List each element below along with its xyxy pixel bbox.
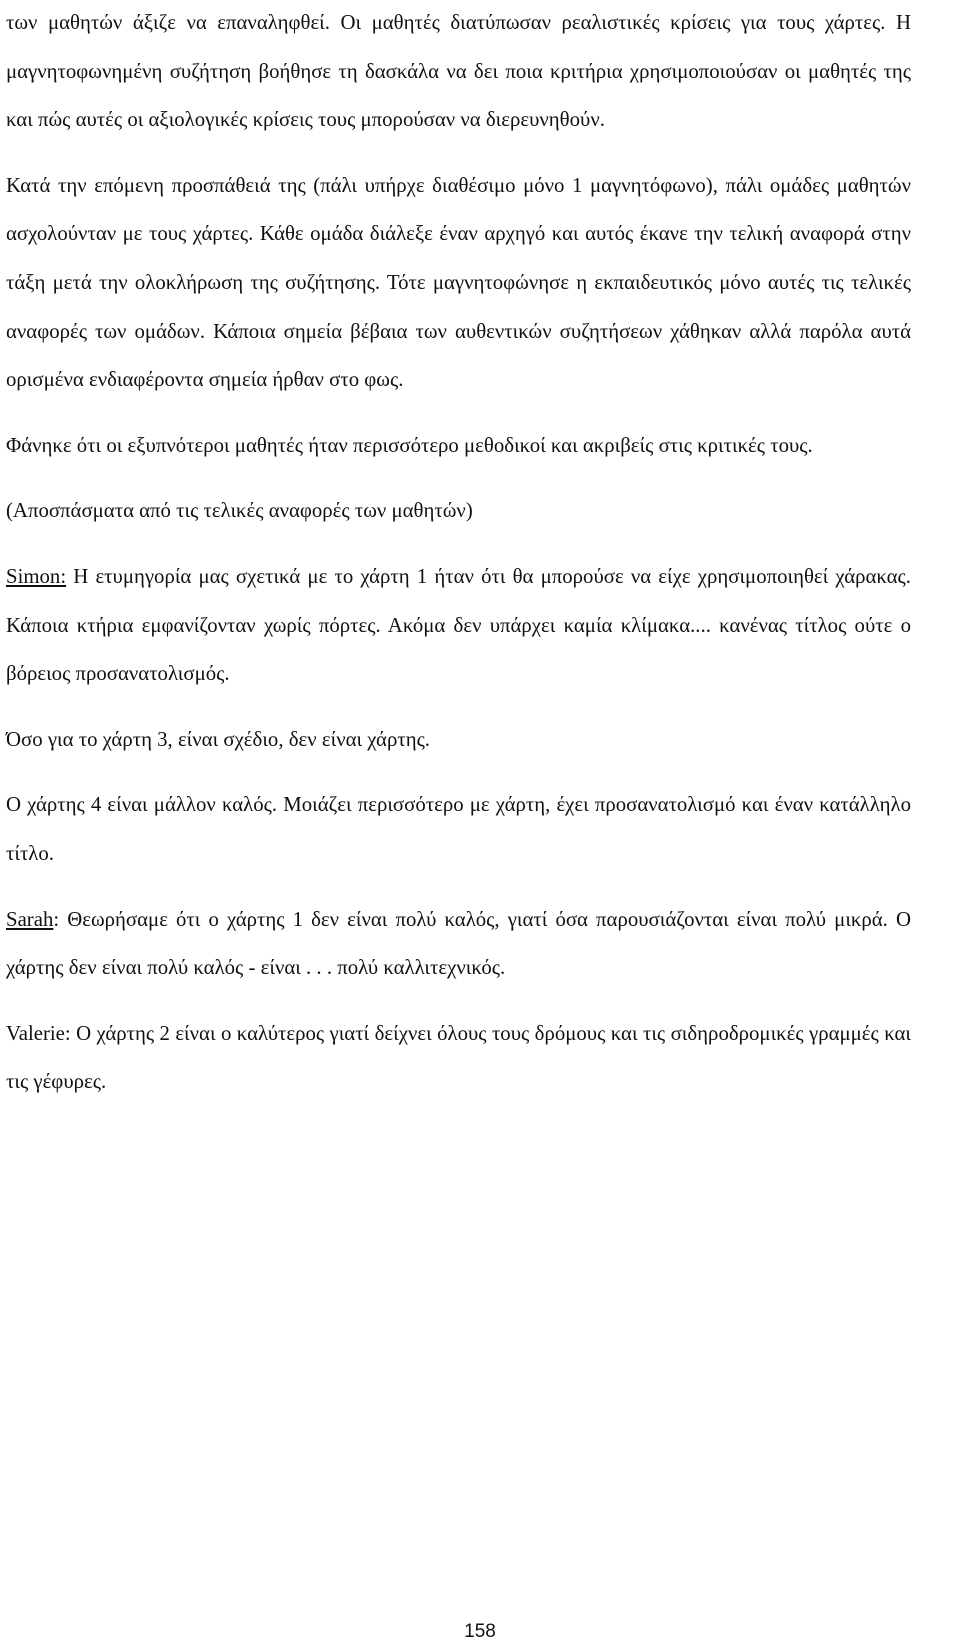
quote-text: Η ετυμηγορία μας σχετικά με το χάρτη 1 ήταν ότι θα μπορούσε να είχε χρησιμοποιηθεί χάρακας. Κάποια κτήρια εμφανίζονταν χωρίς πόρτες. Ακόμα δεν υπάρχει καμία κλίμακα.... κανένας τίτλος ούτε ο βόρειος προσανατολισμός.	[6, 564, 911, 686]
quote-map-4: Ο χάρτης 4 είναι μάλλον καλός. Μοιάζει περισσότερο με χάρτη, έχει προσανατολισμό και έναν κατάλληλο τίτλο.	[6, 793, 911, 865]
paragraph-finding: Φάνηκε ότι οι εξυπνότεροι μαθητές ήταν περισσότερο μεθοδικοί και ακριβείς στις κριτικές τους.	[6, 433, 813, 457]
excerpts-heading: (Αποσπάσματα από τις τελικές αναφορές των μαθητών)	[6, 499, 473, 523]
quote-valerie: Valerie: Ο χάρτης 2 είναι ο καλύτερος γιατί δείχνει όλους τους δρόμους και τις σιδηροδρομικές γραμμές και τις γέφυρες.	[6, 1021, 911, 1094]
body-text	[6, 0, 911, 1107]
speaker-name: Sarah	[6, 907, 54, 931]
page-number: 158	[464, 1621, 496, 1642]
paragraph-continuation: των μαθητών άξιζε να επαναληφθεί. Οι μαθητές διατύπωσαν ρεαλιστικές κρίσεις για τους χάρτες. Η μαγνητοφωνημένη συζήτηση βοήθησε τη δασκάλα να δει ποια κριτήρια χρησιμοποιούσαν οι μαθητές της και πώς αυτές οι αξιολογικές κρίσεις τους μπορούσαν να διερευνηθούν.	[6, 11, 911, 132]
quote-sarah	[6, 896, 911, 993]
quote-simon	[6, 553, 911, 699]
quote-text: : Θεωρήσαμε ότι ο χάρτης 1 δεν είναι πολύ καλός, γιατί όσα παρουσιάζονται είναι πολύ μικρά. Ο χάρτης δεν είναι πολύ καλός - είναι . . . πολύ καλλιτεχνικός.	[6, 907, 911, 980]
quote-map-3: Όσο για το χάρτη 3, είναι σχέδιο, δεν είναι χάρτης.	[6, 727, 431, 751]
paragraph-next-attempt: Κατά την επόμενη προσπάθειά της (πάλι υπήρχε διαθέσιμο μόνο 1 μαγνητόφωνο), πάλι ομάδες μαθητών ασχολούνταν με τους χάρτες. Κάθε ομάδα διάλεξε έναν αρχηγό και αυτός έκανε την τελική αναφορά στην τάξη μετά την ολοκλήρωση της συζήτησης. Τότε μαγνητοφώνησε η εκπαιδευτικός μόνο αυτές τις τελικές αναφορές των ομάδων. Κάποια σημεία βέβαια των αυθεντικών συζητήσεων χάθηκαν αλλά παρόλα αυτά ορισμένα ενδιαφέροντα σημεία ήρθαν στο φως.	[6, 173, 911, 392]
speaker-name: Simon:	[6, 564, 67, 588]
